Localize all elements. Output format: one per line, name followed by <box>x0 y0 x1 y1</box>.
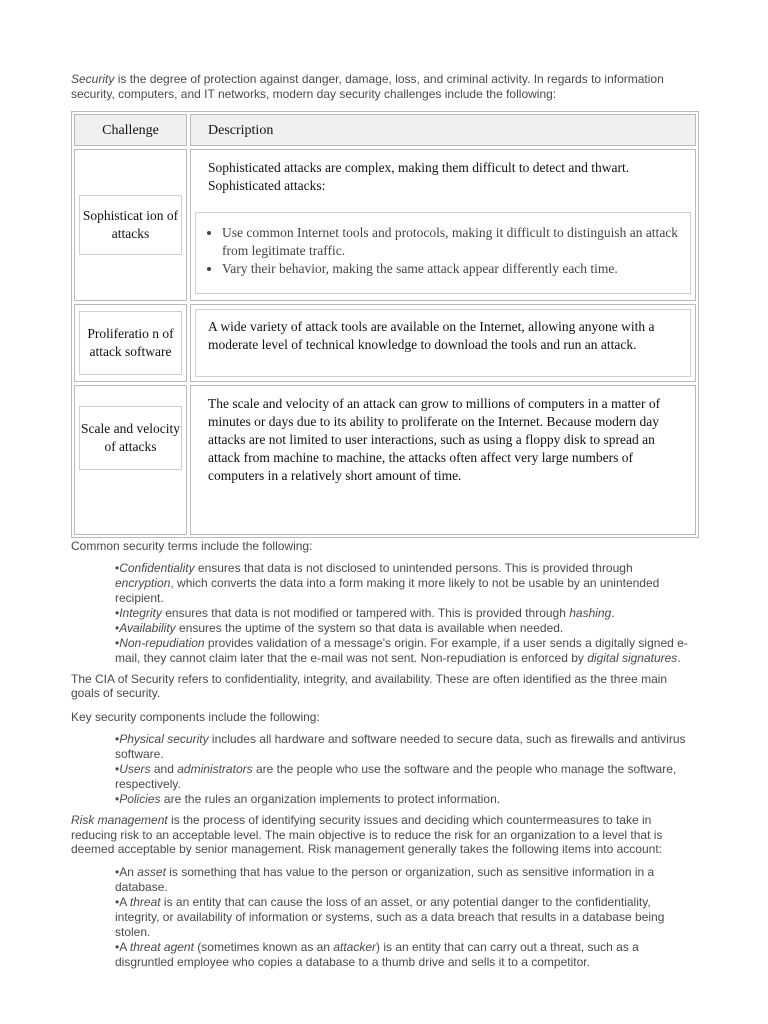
bullet-prefix: •A <box>115 894 130 909</box>
risk-text: is the process of identifying security issues and deciding which countermeasures to take in reducing risk to an acceptable level. The main objective is to reduce the risk for an organization to a level that is deemed acceptable by senior management. Risk management generally takes the following items into account: <box>71 813 663 856</box>
challenge-label: Proliferatio n of attack software <box>79 311 182 375</box>
term-text: is an entity that can cause the loss of an asset, or any potential danger to the confidentiality, integrity, or availability of information or systems, such as a data breach that results in a database being stolen. <box>115 894 665 939</box>
term-text: ensures that data is not disclosed to unintended persons. This is provided through <box>194 560 633 575</box>
list-item <box>115 865 691 895</box>
list-item <box>115 606 691 621</box>
list-item <box>115 636 691 666</box>
term: asset <box>137 864 166 879</box>
term: Policies <box>119 792 161 806</box>
list-item <box>115 895 691 940</box>
challenge-label: Sophisticat ion of attacks <box>79 195 182 255</box>
bullet-box <box>195 212 691 294</box>
term: administrators <box>177 762 253 776</box>
term-text: includes all hardware and software needed to secure data, such as firewalls and antivirus software. <box>115 732 686 761</box>
intro-text: is the degree of protection against danger, damage, loss, and criminal activity. In regards to information security, computers, and IT networks, modern day security challenges include the following: <box>71 72 664 101</box>
bullet: • <box>115 620 120 635</box>
challenge-cell <box>74 385 187 535</box>
components-list <box>71 732 691 807</box>
term-em: encryption <box>115 575 171 590</box>
term-text: (sometimes known as an <box>193 939 334 954</box>
document-body <box>71 72 691 976</box>
term: Confidentiality <box>119 560 195 575</box>
description-cell <box>190 149 696 301</box>
description-text: A wide variety of attack tools are available on the Internet, allowing anyone with a moderate level of technical knowledge to download the tools and run an attack. <box>208 319 655 352</box>
description-text: Sophisticated attacks are complex, making them difficult to detect and thwart. Sophisticated attacks: <box>208 160 630 193</box>
term: Availability <box>119 620 176 635</box>
challenge-cell <box>74 304 187 382</box>
bullet: • <box>115 635 120 650</box>
bullet: • <box>115 605 120 620</box>
header-challenge: Challenge <box>102 123 159 138</box>
term-text-end: are the people who use the software and the people who manage the software, respectively. <box>115 762 677 791</box>
term-text: ensures the uptime of the system so that data is available when needed. <box>175 620 564 635</box>
table-header-row <box>74 114 696 146</box>
term: Users <box>119 762 151 776</box>
table-row <box>74 304 696 382</box>
table-row <box>74 149 696 301</box>
term-text: is something that has value to the person or organization, such as sensitive information in a database. <box>115 864 655 894</box>
term: Integrity <box>119 605 162 620</box>
challenge-cell <box>74 149 187 301</box>
term: Physical security <box>119 732 209 746</box>
term-text-end: . <box>677 650 681 665</box>
term-text: are the rules an organization implements to protect information. <box>160 792 501 806</box>
bullet: • <box>115 792 120 806</box>
term-text-end: , which converts the data into a form making it more likely to not be usable by an unintended recipient. <box>115 575 660 605</box>
intro-paragraph <box>71 72 691 101</box>
description-text: The scale and velocity of an attack can grow to millions of computers in a matter of minutes or days due to its ability to proliferate on the Internet. Because modern day attacks are not limited to user interactions, such as using a floppy disk to spread an attack from machine to machine, the attacks often affect very large numbers of computers in a relatively short amount of time. <box>208 396 661 483</box>
cia-paragraph: The CIA of Security refers to confidentiality, integrity, and availability. These are often identified as the three main goals of security. <box>71 671 668 700</box>
bullet: • <box>115 762 120 776</box>
term-text-end: . <box>611 605 615 620</box>
table-row <box>74 385 696 535</box>
list-item <box>115 621 691 636</box>
term-text: provides validation of a message's origin. For example, if a user sends a digitally signed e-mail, they cannot claim later that the e-mail was not sent. Non-repudiation is enforced by <box>115 635 688 665</box>
security-term: Security <box>71 72 115 86</box>
list-item <box>115 940 691 970</box>
header-description: Description <box>208 123 274 138</box>
term-em: digital signatures <box>587 650 678 665</box>
bullet-list <box>196 224 690 278</box>
list-item <box>115 561 691 606</box>
term-text-end: ) is an entity that can carry out a threat, such as a disgruntled employee who copies a database to a thumb drive and sells it to a competitor. <box>115 939 639 969</box>
term-text: and <box>150 762 178 776</box>
description-cell <box>190 304 696 382</box>
term: attacker <box>333 939 377 954</box>
list-item <box>115 762 691 792</box>
challenge-label: Scale and velocity of attacks <box>79 406 182 470</box>
risk-list <box>71 865 691 970</box>
risk-paragraph <box>71 813 691 857</box>
list-item: • Use common Internet tools and protocols, making it difficult to distinguish an attack from legitimate traffic. <box>222 224 690 260</box>
term-em: hashing <box>569 605 612 620</box>
bullet-prefix: •A <box>115 939 130 954</box>
term-text: ensures that data is not modified or tampered with. This is provided through <box>161 605 570 620</box>
terms-list <box>71 561 691 666</box>
list-item: • Vary their behavior, making the same attack appear differently each time. <box>222 260 690 278</box>
terms-intro: Common security terms include the following: <box>71 539 313 553</box>
term: Non-repudiation <box>119 635 205 650</box>
list-item <box>115 792 691 807</box>
components-intro: Key security components include the following: <box>71 709 320 724</box>
risk-term: Risk management <box>71 813 168 827</box>
header-challenge-cell <box>74 114 187 146</box>
term: threat agent <box>129 939 194 954</box>
challenges-table <box>71 111 699 538</box>
header-description-cell <box>190 114 696 146</box>
bullet-prefix: •An <box>115 864 138 879</box>
bullet: • <box>115 560 120 575</box>
term: threat <box>129 894 161 909</box>
description-cell <box>190 385 696 535</box>
list-item <box>115 732 691 762</box>
bullet: • <box>115 732 120 746</box>
